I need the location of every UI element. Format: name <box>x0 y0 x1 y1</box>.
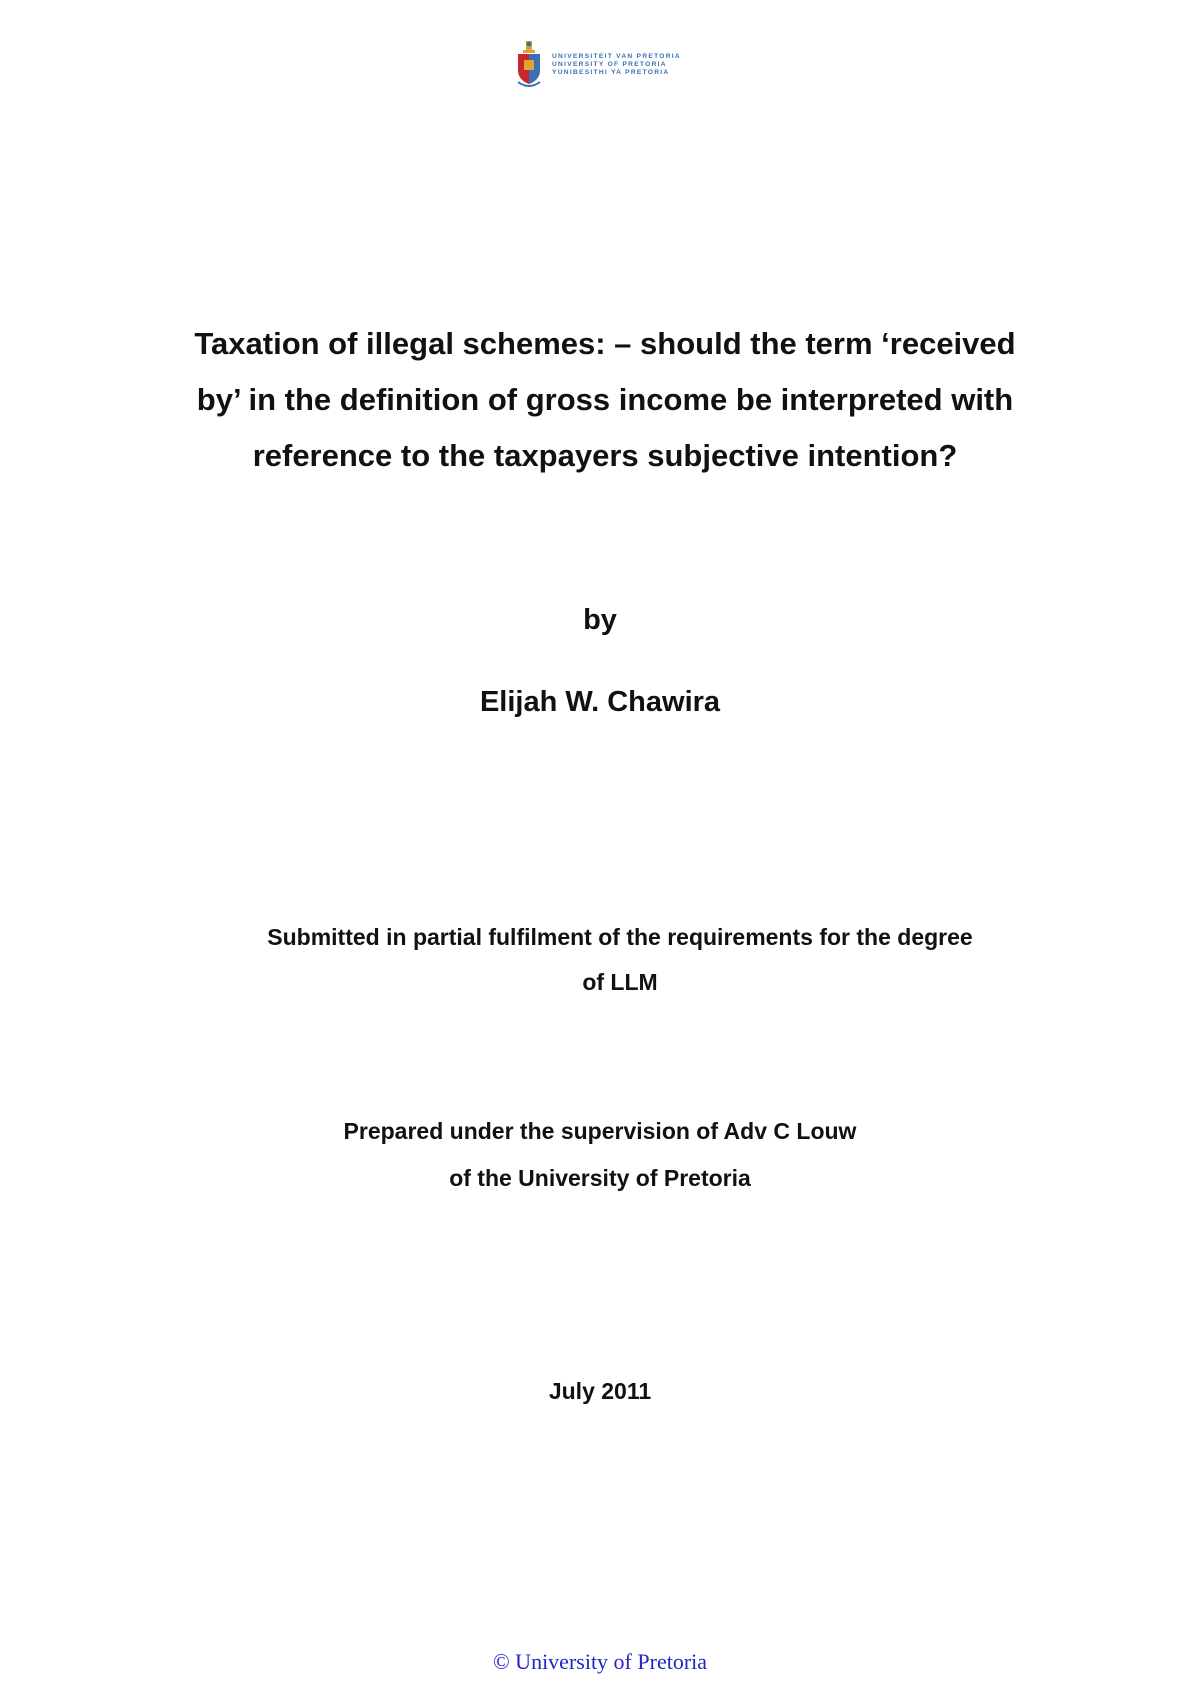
submission-line-2: of LLM <box>582 969 658 995</box>
by-label: by <box>583 604 617 636</box>
submission-statement <box>205 915 1035 1005</box>
author-name: Elijah W. Chawira <box>479 686 721 718</box>
logo-line-english: UNIVERSITY OF PRETORIA <box>552 61 667 68</box>
submission-date: July 2011 <box>548 1378 652 1404</box>
supervision-statement <box>0 1108 1200 1202</box>
logo-line-sepedi: YUNIBESITHI YA PRETORIA <box>552 69 670 76</box>
copyright-footer: © University of Pretoria <box>492 1649 708 1674</box>
supervision-line-2: of the University of Pretoria <box>449 1165 751 1191</box>
title-line-3: reference to the taxpayers subjective intention? <box>252 438 958 473</box>
logo-line-afrikaans: UNIVERSITEIT VAN PRETORIA <box>552 53 681 60</box>
document-title <box>165 316 1045 484</box>
supervision-line-1: Prepared under the supervision of Adv C Louw <box>343 1118 857 1144</box>
university-crest-icon <box>514 40 544 90</box>
submission-line-1: Submitted in partial fulfilment of the requirements for the degree <box>267 924 973 950</box>
title-line-2: by’ in the definition of gross income be interpreted with <box>196 382 1014 417</box>
university-logo <box>514 40 681 90</box>
title-line-1: Taxation of illegal schemes: – should the term ‘received <box>194 326 1016 361</box>
